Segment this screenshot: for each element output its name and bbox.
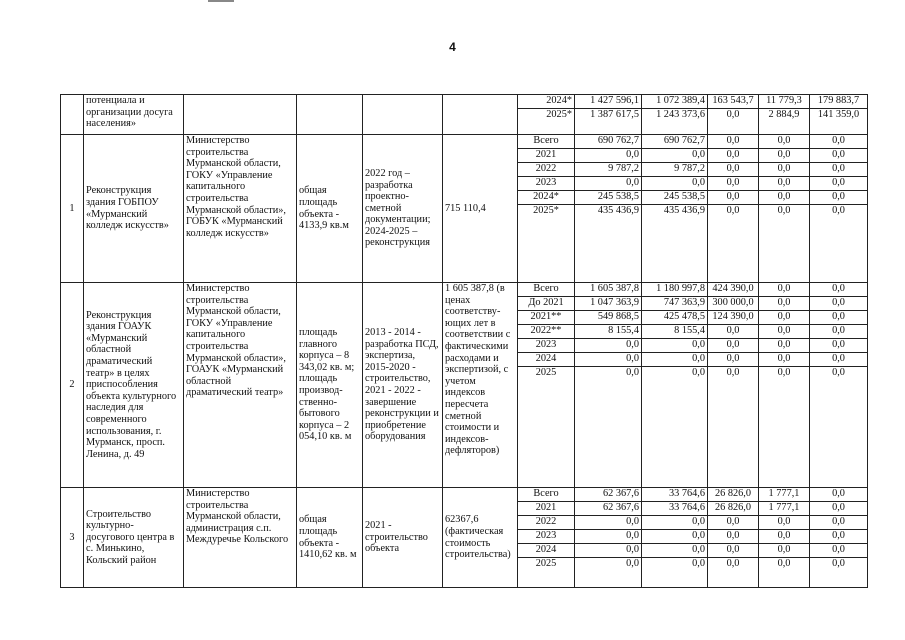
amount-cell: 0,0 xyxy=(759,163,810,177)
amount-cell: 0,0 xyxy=(708,149,759,163)
amount-cell: 0,0 xyxy=(708,191,759,205)
amount-cell: 1 427 596,1 xyxy=(575,95,642,109)
amount-cell: 0,0 xyxy=(759,558,810,588)
amount-cell: 690 762,7 xyxy=(642,135,708,149)
amount-cell: 1 072 389,4 xyxy=(642,95,708,109)
amount-cell: 0,0 xyxy=(759,353,810,367)
amount-cell: 179 883,7 xyxy=(810,95,868,109)
amount-cell: 0,0 xyxy=(810,311,868,325)
year: Всего xyxy=(518,283,575,297)
row-number xyxy=(61,95,84,135)
amount-cell: 425 478,5 xyxy=(642,311,708,325)
year: 2022 xyxy=(518,163,575,177)
amount-cell: 0,0 xyxy=(708,325,759,339)
estimated-cost: 1 605 387,8 (в ценах соответству-ющих лет в соответствии с фактическими расходами и экспертизой, с учетом индексов пересчета сметной стоимости и индексов-дефляторов) xyxy=(443,283,518,488)
amount-cell: 0,0 xyxy=(708,177,759,191)
amount-cell: 300 000,0 xyxy=(708,297,759,311)
amount-cell: 435 436,9 xyxy=(575,205,642,283)
amount-cell: 435 436,9 xyxy=(642,205,708,283)
amount-cell: 0,0 xyxy=(642,558,708,588)
amount-cell: 549 868,5 xyxy=(575,311,642,325)
amount-cell: 0,0 xyxy=(810,177,868,191)
amount-cell: 0,0 xyxy=(810,353,868,367)
amount-cell: 26 826,0 xyxy=(708,502,759,516)
amount-cell: 0,0 xyxy=(642,149,708,163)
object-name: потенциала и организации досуга населения» xyxy=(84,95,184,135)
period: 2022 год – разработка проектно-сметной документации; 2024-2025 – реконструкция xyxy=(363,135,443,283)
amount-cell: 0,0 xyxy=(642,177,708,191)
amount-cell: 0,0 xyxy=(708,205,759,283)
row-number: 1 xyxy=(61,135,84,283)
period xyxy=(363,95,443,135)
year: 2025* xyxy=(518,205,575,283)
object-name: Строительство культурно-досугового центра в с. Минькино, Кольский район xyxy=(84,488,184,588)
amount-cell: 124 390,0 xyxy=(708,311,759,325)
year: 2025 xyxy=(518,558,575,588)
amount-cell: 0,0 xyxy=(575,339,642,353)
estimated-cost xyxy=(443,95,518,135)
amount-cell: 0,0 xyxy=(575,530,642,544)
amount-cell: 0,0 xyxy=(810,297,868,311)
table-row xyxy=(61,283,868,297)
capacity xyxy=(297,95,363,135)
amount-cell: 0,0 xyxy=(810,339,868,353)
amount-cell: 0,0 xyxy=(810,544,868,558)
amount-cell: 0,0 xyxy=(642,353,708,367)
year: 2021 xyxy=(518,502,575,516)
amount-cell: 62 367,6 xyxy=(575,502,642,516)
amount-cell: 0,0 xyxy=(759,191,810,205)
amount-cell: 0,0 xyxy=(759,516,810,530)
amount-cell: 0,0 xyxy=(759,177,810,191)
amount-cell: 1 387 617,5 xyxy=(575,109,642,135)
amount-cell: 0,0 xyxy=(642,339,708,353)
year: 2024 xyxy=(518,353,575,367)
responsible-org: Министерство строительства Мурманской области, ГОКУ «Управление капитального строительства Мурманской области», ГОБУК «Мурманский колледж искусств» xyxy=(184,135,297,283)
amount-cell: 0,0 xyxy=(575,558,642,588)
amount-cell: 0,0 xyxy=(759,205,810,283)
amount-cell: 690 762,7 xyxy=(575,135,642,149)
estimated-cost: 62367,6 (фактическая стоимость строительства) xyxy=(443,488,518,588)
capacity: общая площадь объекта - 1410,62 кв. м xyxy=(297,488,363,588)
amount-cell: 747 363,9 xyxy=(642,297,708,311)
amount-cell: 0,0 xyxy=(759,149,810,163)
responsible-org: Министерство строительства Мурманской области, администрация с.п. Междуречье Кольского xyxy=(184,488,297,588)
amount-cell: 0,0 xyxy=(810,205,868,283)
year: 2023 xyxy=(518,339,575,353)
amount-cell: 0,0 xyxy=(708,163,759,177)
year: 2021 xyxy=(518,149,575,163)
amount-cell: 1 243 373,6 xyxy=(642,109,708,135)
responsible-org: Министерство строительства Мурманской области, ГОКУ «Управление капитального строительства Мурманской области», ГОАУК «Мурманский областной драматический театр» xyxy=(184,283,297,488)
amount-cell: 0,0 xyxy=(810,502,868,516)
amount-cell: 9 787,2 xyxy=(575,163,642,177)
amount-cell: 0,0 xyxy=(759,297,810,311)
amount-cell: 0,0 xyxy=(708,109,759,135)
amount-cell: 0,0 xyxy=(759,311,810,325)
amount-cell: 26 826,0 xyxy=(708,488,759,502)
amount-cell: 9 787,2 xyxy=(642,163,708,177)
scan-mark xyxy=(208,0,234,2)
amount-cell: 0,0 xyxy=(708,530,759,544)
object-name: Реконструкция здания ГОАУК «Мурманский областной драматический театр» в целях приспособления объекта культурного наследия для современного использования, г. Мурманск, просп. Ленина, д. 49 xyxy=(84,283,184,488)
amount-cell: 0,0 xyxy=(759,283,810,297)
amount-cell: 0,0 xyxy=(575,177,642,191)
amount-cell: 62 367,6 xyxy=(575,488,642,502)
amount-cell: 1 047 363,9 xyxy=(575,297,642,311)
year: 2022 xyxy=(518,516,575,530)
amount-cell: 1 605 387,8 xyxy=(575,283,642,297)
table-row xyxy=(61,135,868,149)
amount-cell: 0,0 xyxy=(759,367,810,488)
amount-cell: 0,0 xyxy=(810,367,868,488)
amount-cell: 0,0 xyxy=(759,339,810,353)
row-number: 2 xyxy=(61,283,84,488)
amount-cell: 245 538,5 xyxy=(642,191,708,205)
table-row xyxy=(61,95,868,109)
object-name: Реконструкция здания ГОБПОУ «Мурманский колледж искусств» xyxy=(84,135,184,283)
amount-cell: 0,0 xyxy=(575,149,642,163)
amount-cell: 0,0 xyxy=(708,353,759,367)
period: 2021 - строительство объекта xyxy=(363,488,443,588)
year: До 2021 xyxy=(518,297,575,311)
year: 2025 xyxy=(518,367,575,488)
amount-cell: 2 884,9 xyxy=(759,109,810,135)
amount-cell: 0,0 xyxy=(708,135,759,149)
amount-cell: 0,0 xyxy=(810,558,868,588)
amount-cell: 33 764,6 xyxy=(642,502,708,516)
capacity: площадь главного корпуса – 8 343,02 кв. м; площадь производ-ственно-бытового корпуса – 2 054,10 кв. м xyxy=(297,283,363,488)
amount-cell: 0,0 xyxy=(810,325,868,339)
year: 2022** xyxy=(518,325,575,339)
amount-cell: 0,0 xyxy=(575,516,642,530)
capacity: общая площадь объекта - 4133,9 кв.м xyxy=(297,135,363,283)
amount-cell: 0,0 xyxy=(708,339,759,353)
amount-cell: 0,0 xyxy=(810,191,868,205)
amount-cell: 0,0 xyxy=(759,544,810,558)
year: 2021** xyxy=(518,311,575,325)
amount-cell: 163 543,7 xyxy=(708,95,759,109)
year: Всего xyxy=(518,135,575,149)
amount-cell: 141 359,0 xyxy=(810,109,868,135)
amount-cell: 0,0 xyxy=(708,544,759,558)
period: 2013 - 2014 - разработка ПСД, экспертиза, 2015-2020 - строительство, 2021 - 2022 - завершение реконструкции и приобретение оборудования xyxy=(363,283,443,488)
amount-cell: 424 390,0 xyxy=(708,283,759,297)
year: 2023 xyxy=(518,177,575,191)
year: 2023 xyxy=(518,530,575,544)
amount-cell: 0,0 xyxy=(759,135,810,149)
amount-cell: 0,0 xyxy=(810,530,868,544)
table-row xyxy=(61,488,868,502)
responsible-org xyxy=(184,95,297,135)
year: 2025* xyxy=(518,109,575,135)
year: 2024 xyxy=(518,544,575,558)
amount-cell: 0,0 xyxy=(810,516,868,530)
year: 2024* xyxy=(518,95,575,109)
year: 2024* xyxy=(518,191,575,205)
row-number: 3 xyxy=(61,488,84,588)
amount-cell: 0,0 xyxy=(575,367,642,488)
amount-cell: 0,0 xyxy=(759,325,810,339)
amount-cell: 8 155,4 xyxy=(575,325,642,339)
amount-cell: 0,0 xyxy=(575,353,642,367)
amount-cell: 0,0 xyxy=(810,135,868,149)
amount-cell: 1 180 997,8 xyxy=(642,283,708,297)
amount-cell: 0,0 xyxy=(575,544,642,558)
amount-cell: 0,0 xyxy=(810,283,868,297)
amount-cell: 245 538,5 xyxy=(575,191,642,205)
amount-cell: 0,0 xyxy=(708,558,759,588)
amount-cell: 0,0 xyxy=(810,488,868,502)
amount-cell: 11 779,3 xyxy=(759,95,810,109)
amount-cell: 0,0 xyxy=(642,367,708,488)
amount-cell: 0,0 xyxy=(642,516,708,530)
page-number: 4 xyxy=(449,40,456,54)
amount-cell: 1 777,1 xyxy=(759,488,810,502)
estimated-cost: 715 110,4 xyxy=(443,135,518,283)
amount-cell: 0,0 xyxy=(708,516,759,530)
amount-cell: 0,0 xyxy=(708,367,759,488)
amount-cell: 0,0 xyxy=(642,544,708,558)
amount-cell: 8 155,4 xyxy=(642,325,708,339)
year: Всего xyxy=(518,488,575,502)
amount-cell: 0,0 xyxy=(759,530,810,544)
budget-table xyxy=(60,94,868,588)
amount-cell: 0,0 xyxy=(810,163,868,177)
amount-cell: 0,0 xyxy=(810,149,868,163)
amount-cell: 0,0 xyxy=(642,530,708,544)
amount-cell: 1 777,1 xyxy=(759,502,810,516)
amount-cell: 33 764,6 xyxy=(642,488,708,502)
